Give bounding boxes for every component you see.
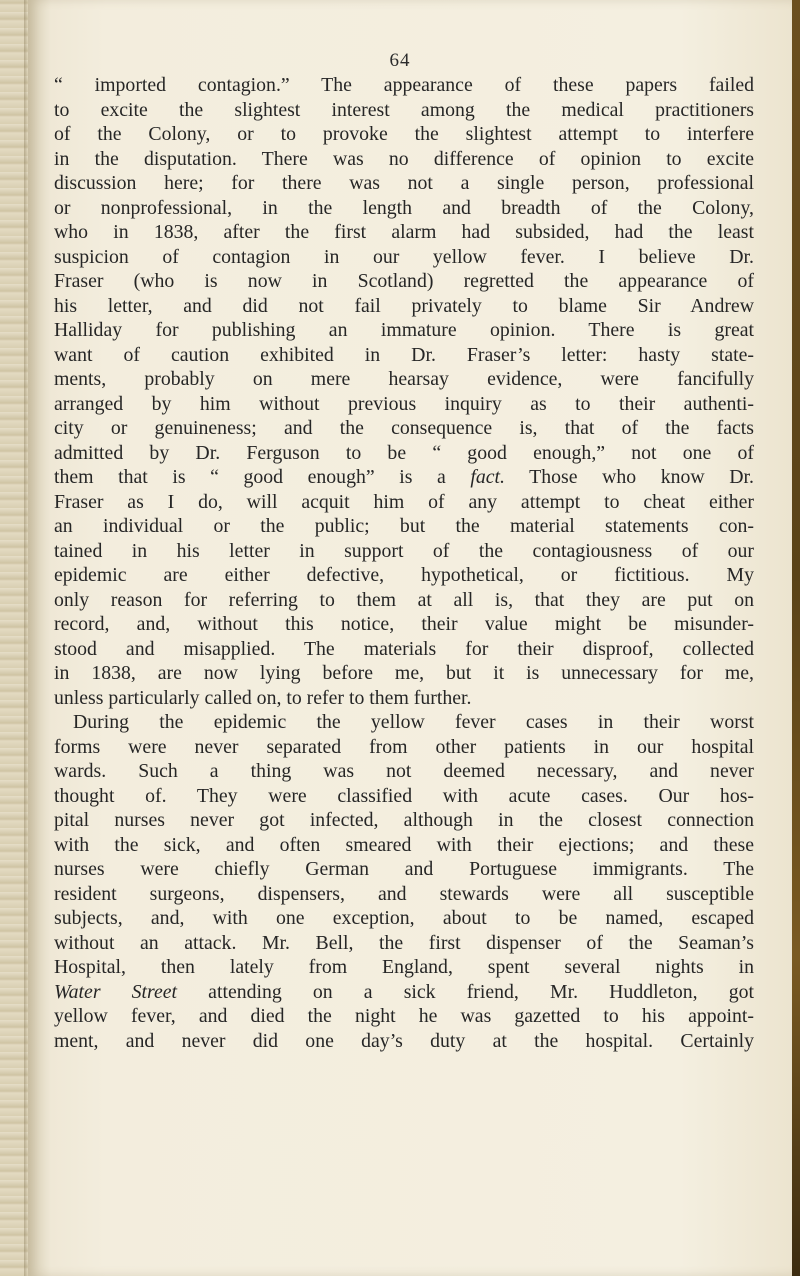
- text-line: admitted by Dr. Ferguson to be “ good enough,” not one of: [54, 441, 754, 464]
- text-line: nurses were chiefly German and Portuguese immigrants. The: [54, 858, 754, 880]
- text-line: Fraser (who is now in Scotland) regretted the appearance of: [54, 270, 754, 292]
- text-line: ments, probably on mere hearsay evidence, were fancifully: [54, 368, 754, 390]
- text-line: ment, and never did one day’s duty at the hospital. Certainly: [54, 1029, 754, 1052]
- text-line: an individual or the public; but the material statements con-: [54, 515, 754, 537]
- text-line: epidemic are either defective, hypothetical, or fictitious. My: [54, 564, 754, 586]
- text-line: pital nurses never got infected, although in the closest connection: [54, 809, 754, 831]
- text-line: unless particularly called on, to refer to them further.: [54, 686, 472, 709]
- text-line: with the sick, and often smeared with their ejections; and these: [54, 833, 754, 856]
- text-line: tained in his letter in support of the contagiousness of our: [54, 539, 754, 562]
- text-line: forms were never separated from other patients in our hospital: [54, 735, 754, 758]
- text-line: of the Colony, or to provoke the slightest attempt to interfere: [54, 123, 754, 145]
- text-line: or nonprofessional, in the length and breadth of the Colony,: [54, 196, 754, 219]
- text-line: “ imported contagion.” The appearance of these papers failed: [54, 74, 754, 96]
- text-line: in 1838, are now lying before me, but it is unnecessary for me,: [54, 662, 754, 684]
- text-segment: attending on a sick friend, Mr. Huddleton, got: [177, 980, 754, 1003]
- text-line: thought of. They were classified with acute cases. Our hos-: [54, 784, 754, 807]
- text-line: [54, 465, 754, 490]
- italic-text: fact.: [470, 466, 505, 488]
- text-line: without an attack. Mr. Bell, the first dispenser of the Seaman’s: [54, 931, 754, 954]
- text-line: Hospital, then lately from England, spent several nights in: [54, 956, 754, 978]
- text-line: discussion here; for there was not a single person, professional: [54, 172, 754, 194]
- text-segment: them that is “ good enough” is a: [54, 466, 471, 488]
- text-line: want of caution exhibited in Dr. Fraser’s letter: hasty state-: [54, 343, 754, 366]
- book-binding: [0, 0, 28, 1276]
- text-line: his letter, and did not fail privately to blame Sir Andrew: [54, 294, 754, 317]
- text-line: in the disputation. There was no difference of opinion to excite: [54, 147, 754, 170]
- italic-text: Water Street: [54, 980, 178, 1003]
- text-line: who in 1838, after the first alarm had subsided, had the least: [54, 221, 754, 243]
- text-line: Halliday for publishing an immature opinion. There is great: [54, 319, 754, 341]
- page-edge: [792, 0, 800, 1276]
- text-line: yellow fever, and died the night he was gazetted to his appoint-: [54, 1005, 754, 1027]
- text-line: During the epidemic the yellow fever cases in their worst: [73, 711, 754, 733]
- text-line: [54, 980, 754, 1005]
- text-segment: Those who know Dr.: [504, 466, 754, 488]
- text-line: resident surgeons, dispensers, and stewards were all susceptible: [54, 882, 754, 905]
- page-number: 64: [389, 50, 411, 71]
- text-line: only reason for referring to them at all is, that they are put on: [54, 588, 754, 611]
- text-line: arranged by him without previous inquiry as to their authenti-: [54, 392, 754, 415]
- text-line: city or genuineness; and the consequence is, that of the facts: [54, 417, 754, 439]
- text-line: suspicion of contagion in our yellow fever. I believe Dr.: [54, 245, 754, 268]
- text-line: record, and, without this notice, their value might be misunder-: [54, 613, 754, 635]
- text-line: wards. Such a thing was not deemed necessary, and never: [54, 760, 754, 782]
- text-line: stood and misapplied. The materials for their disproof, collected: [54, 637, 754, 660]
- body-text: [54, 73, 754, 1053]
- text-line: to excite the slightest interest among the medical practitioners: [54, 98, 754, 121]
- text-line: subjects, and, with one exception, about to be named, escaped: [54, 907, 754, 929]
- text-line: Fraser as I do, will acquit him of any attempt to cheat either: [54, 490, 754, 513]
